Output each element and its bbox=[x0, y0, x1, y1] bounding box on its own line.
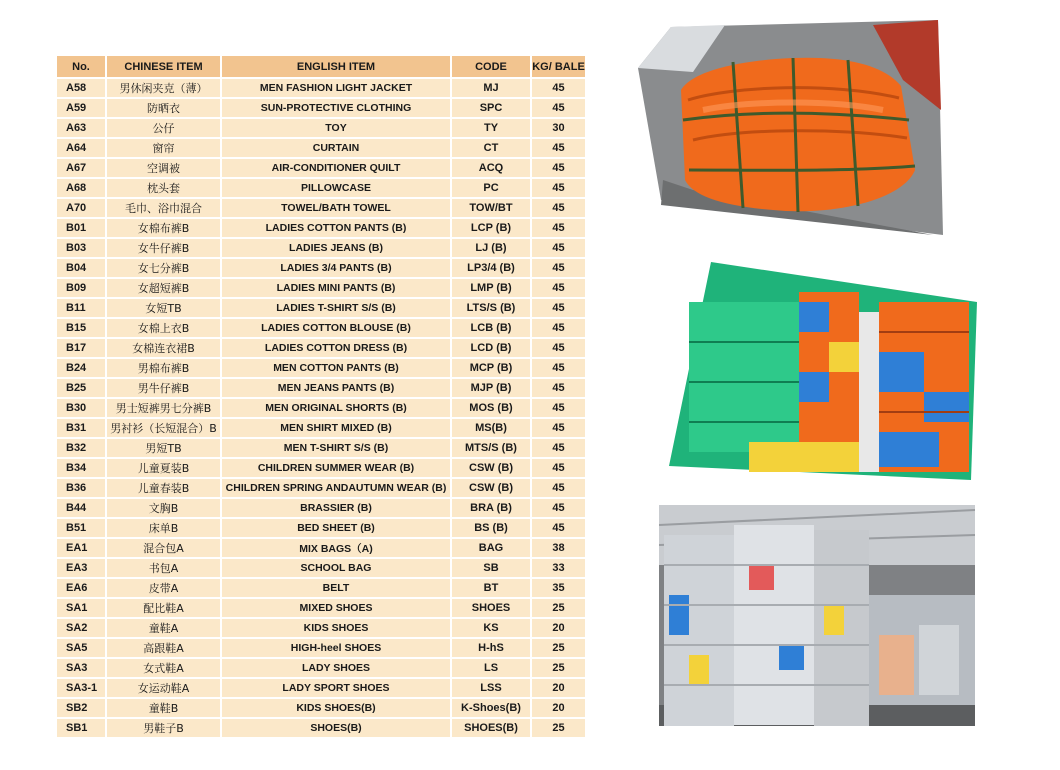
cell-kg-per-bale: 45 bbox=[532, 159, 587, 179]
cell-english-item: CHILDREN SUMMER WEAR (B) bbox=[222, 459, 452, 479]
cell-english-item: TOY bbox=[222, 119, 452, 139]
cell-english-item: LADIES T-SHIRT S/S (B) bbox=[222, 299, 452, 319]
cell-code: CSW (B) bbox=[452, 459, 532, 479]
table-row bbox=[57, 379, 587, 399]
cell-no: B30 bbox=[57, 399, 107, 419]
cell-no: A67 bbox=[57, 159, 107, 179]
cell-english-item: LADIES MINI PANTS (B) bbox=[222, 279, 452, 299]
cell-no: B51 bbox=[57, 519, 107, 539]
cell-kg-per-bale: 33 bbox=[532, 559, 587, 579]
cell-kg-per-bale: 20 bbox=[532, 619, 587, 639]
cell-no: EA6 bbox=[57, 579, 107, 599]
cell-code: CSW (B) bbox=[452, 479, 532, 499]
table-row bbox=[57, 619, 587, 639]
cell-english-item: BRASSIER (B) bbox=[222, 499, 452, 519]
cell-kg-per-bale: 25 bbox=[532, 599, 587, 619]
header-chinese-item: CHINESE ITEM bbox=[107, 56, 222, 79]
cell-code: LCP (B) bbox=[452, 219, 532, 239]
cell-code: H-hS bbox=[452, 639, 532, 659]
cell-no: B11 bbox=[57, 299, 107, 319]
cell-chinese-item: 女短TB bbox=[107, 299, 222, 319]
cell-code: MJ bbox=[452, 79, 532, 99]
cell-code: LP3/4 (B) bbox=[452, 259, 532, 279]
cell-no: SA1 bbox=[57, 599, 107, 619]
cell-english-item: TOWEL/BATH TOWEL bbox=[222, 199, 452, 219]
header-kg-per-bale: KG/ BALE bbox=[532, 56, 587, 79]
cell-english-item: MEN ORIGINAL SHORTS (B) bbox=[222, 399, 452, 419]
table-row bbox=[57, 599, 587, 619]
cell-english-item: MEN SHIRT MIXED (B) bbox=[222, 419, 452, 439]
cell-code: LCB (B) bbox=[452, 319, 532, 339]
cell-code: TY bbox=[452, 119, 532, 139]
table-row bbox=[57, 339, 587, 359]
cell-no: B09 bbox=[57, 279, 107, 299]
cell-code: LS bbox=[452, 659, 532, 679]
cell-code: K-Shoes(B) bbox=[452, 699, 532, 719]
cell-english-item: BELT bbox=[222, 579, 452, 599]
table-row bbox=[57, 519, 587, 539]
cell-no: B36 bbox=[57, 479, 107, 499]
cell-no: EA1 bbox=[57, 539, 107, 559]
cell-kg-per-bale: 20 bbox=[532, 679, 587, 699]
cell-kg-per-bale: 25 bbox=[532, 659, 587, 679]
cell-code: SHOES(B) bbox=[452, 719, 532, 739]
cell-english-item: PILLOWCASE bbox=[222, 179, 452, 199]
header-no: No. bbox=[57, 56, 107, 79]
table-row bbox=[57, 99, 587, 119]
cell-kg-per-bale: 45 bbox=[532, 199, 587, 219]
cell-no: B34 bbox=[57, 459, 107, 479]
table-row bbox=[57, 499, 587, 519]
cell-code: ACQ bbox=[452, 159, 532, 179]
table-row bbox=[57, 259, 587, 279]
cell-kg-per-bale: 45 bbox=[532, 339, 587, 359]
cell-chinese-item: 儿童春装B bbox=[107, 479, 222, 499]
cell-kg-per-bale: 45 bbox=[532, 179, 587, 199]
warehouse-bales-photo bbox=[659, 505, 975, 726]
cell-chinese-item: 窗帘 bbox=[107, 139, 222, 159]
cell-no: B04 bbox=[57, 259, 107, 279]
cell-kg-per-bale: 45 bbox=[532, 319, 587, 339]
cell-chinese-item: 床单B bbox=[107, 519, 222, 539]
table-row bbox=[57, 579, 587, 599]
table-row bbox=[57, 239, 587, 259]
product-catalog-table bbox=[57, 56, 587, 739]
cell-kg-per-bale: 45 bbox=[532, 399, 587, 419]
cell-chinese-item: 男士短裤男七分裤B bbox=[107, 399, 222, 419]
cell-no: B15 bbox=[57, 319, 107, 339]
cell-kg-per-bale: 45 bbox=[532, 439, 587, 459]
cell-chinese-item: 男牛仔裤B bbox=[107, 379, 222, 399]
cell-kg-per-bale: 45 bbox=[532, 259, 587, 279]
cell-kg-per-bale: 20 bbox=[532, 699, 587, 719]
cell-english-item: AIR-CONDITIONER QUILT bbox=[222, 159, 452, 179]
cell-chinese-item: 男棉布裤B bbox=[107, 359, 222, 379]
cell-no: A63 bbox=[57, 119, 107, 139]
cell-chinese-item: 童鞋A bbox=[107, 619, 222, 639]
cell-english-item: MIXED SHOES bbox=[222, 599, 452, 619]
cell-code: LTS/S (B) bbox=[452, 299, 532, 319]
cell-english-item: HIGH-heel SHOES bbox=[222, 639, 452, 659]
cell-english-item: LADIES COTTON PANTS (B) bbox=[222, 219, 452, 239]
table-header-row bbox=[57, 56, 587, 79]
cell-english-item: LADIES COTTON BLOUSE (B) bbox=[222, 319, 452, 339]
cell-chinese-item: 女牛仔裤B bbox=[107, 239, 222, 259]
cell-chinese-item: 公仔 bbox=[107, 119, 222, 139]
cell-no: B01 bbox=[57, 219, 107, 239]
table-row bbox=[57, 699, 587, 719]
cell-no: A58 bbox=[57, 79, 107, 99]
table-row bbox=[57, 459, 587, 479]
cell-code: SPC bbox=[452, 99, 532, 119]
header-code: CODE bbox=[452, 56, 532, 79]
cell-code: LCD (B) bbox=[452, 339, 532, 359]
table-row bbox=[57, 439, 587, 459]
cell-no: B24 bbox=[57, 359, 107, 379]
cell-kg-per-bale: 25 bbox=[532, 639, 587, 659]
cell-english-item: LADIES COTTON DRESS (B) bbox=[222, 339, 452, 359]
cell-english-item: KIDS SHOES bbox=[222, 619, 452, 639]
table-row bbox=[57, 539, 587, 559]
cell-english-item: SUN-PROTECTIVE CLOTHING bbox=[222, 99, 452, 119]
cell-code: TOW/BT bbox=[452, 199, 532, 219]
cell-english-item: MEN FASHION LIGHT JACKET bbox=[222, 79, 452, 99]
table-row bbox=[57, 719, 587, 739]
cell-no: EA3 bbox=[57, 559, 107, 579]
table-row bbox=[57, 279, 587, 299]
cell-code: MS(B) bbox=[452, 419, 532, 439]
cell-chinese-item: 女超短裤B bbox=[107, 279, 222, 299]
cell-english-item: MEN JEANS PANTS (B) bbox=[222, 379, 452, 399]
cell-code: SB bbox=[452, 559, 532, 579]
cell-no: SA2 bbox=[57, 619, 107, 639]
cell-english-item: BED SHEET (B) bbox=[222, 519, 452, 539]
cell-chinese-item: 枕头套 bbox=[107, 179, 222, 199]
cell-english-item: MIX BAGS（A) bbox=[222, 539, 452, 559]
cell-code: BRA (B) bbox=[452, 499, 532, 519]
table-row bbox=[57, 679, 587, 699]
cell-code: LSS bbox=[452, 679, 532, 699]
cell-kg-per-bale: 45 bbox=[532, 519, 587, 539]
table-row bbox=[57, 359, 587, 379]
cell-code: SHOES bbox=[452, 599, 532, 619]
cell-chinese-item: 毛巾、浴巾混合 bbox=[107, 199, 222, 219]
cell-english-item: SCHOOL BAG bbox=[222, 559, 452, 579]
cell-kg-per-bale: 45 bbox=[532, 239, 587, 259]
cell-code: MTS/S (B) bbox=[452, 439, 532, 459]
cell-chinese-item: 文胸B bbox=[107, 499, 222, 519]
cell-no: SB1 bbox=[57, 719, 107, 739]
cell-english-item: LADIES 3/4 PANTS (B) bbox=[222, 259, 452, 279]
table-row bbox=[57, 479, 587, 499]
cell-code: PC bbox=[452, 179, 532, 199]
cell-english-item: MEN COTTON PANTS (B) bbox=[222, 359, 452, 379]
cell-english-item: CURTAIN bbox=[222, 139, 452, 159]
table-row bbox=[57, 419, 587, 439]
cell-kg-per-bale: 38 bbox=[532, 539, 587, 559]
cell-kg-per-bale: 25 bbox=[532, 719, 587, 739]
cell-no: B32 bbox=[57, 439, 107, 459]
table-row bbox=[57, 119, 587, 139]
cell-no: B31 bbox=[57, 419, 107, 439]
cell-kg-per-bale: 45 bbox=[532, 299, 587, 319]
cell-no: SA3-1 bbox=[57, 679, 107, 699]
cell-kg-per-bale: 45 bbox=[532, 79, 587, 99]
cell-code: LMP (B) bbox=[452, 279, 532, 299]
cell-code: BS (B) bbox=[452, 519, 532, 539]
cell-chinese-item: 男鞋子B bbox=[107, 719, 222, 739]
table-row bbox=[57, 319, 587, 339]
cell-no: B17 bbox=[57, 339, 107, 359]
cell-no: SB2 bbox=[57, 699, 107, 719]
table-row bbox=[57, 199, 587, 219]
cell-english-item: MEN T-SHIRT S/S (B) bbox=[222, 439, 452, 459]
cell-kg-per-bale: 45 bbox=[532, 499, 587, 519]
table-row bbox=[57, 299, 587, 319]
cell-kg-per-bale: 45 bbox=[532, 219, 587, 239]
cell-no: B03 bbox=[57, 239, 107, 259]
cell-chinese-item: 女运动鞋A bbox=[107, 679, 222, 699]
cell-kg-per-bale: 45 bbox=[532, 379, 587, 399]
cell-no: A59 bbox=[57, 99, 107, 119]
table-row bbox=[57, 399, 587, 419]
cell-chinese-item: 男休闲夹克（薄） bbox=[107, 79, 222, 99]
cell-chinese-item: 女棉上衣B bbox=[107, 319, 222, 339]
cell-code: MCP (B) bbox=[452, 359, 532, 379]
cell-chinese-item: 童鞋B bbox=[107, 699, 222, 719]
cell-code: MOS (B) bbox=[452, 399, 532, 419]
cell-kg-per-bale: 45 bbox=[532, 139, 587, 159]
cell-kg-per-bale: 45 bbox=[532, 419, 587, 439]
table-row bbox=[57, 639, 587, 659]
cell-no: SA3 bbox=[57, 659, 107, 679]
cell-chinese-item: 空调被 bbox=[107, 159, 222, 179]
cell-english-item: LADY SPORT SHOES bbox=[222, 679, 452, 699]
cell-no: B44 bbox=[57, 499, 107, 519]
table-row bbox=[57, 559, 587, 579]
cell-chinese-item: 高跟鞋A bbox=[107, 639, 222, 659]
table-row bbox=[57, 219, 587, 239]
cell-kg-per-bale: 30 bbox=[532, 119, 587, 139]
cell-no: A70 bbox=[57, 199, 107, 219]
cell-chinese-item: 女棉布裤B bbox=[107, 219, 222, 239]
cell-code: BT bbox=[452, 579, 532, 599]
header-english-item: ENGLISH ITEM bbox=[222, 56, 452, 79]
cell-chinese-item: 防晒衣 bbox=[107, 99, 222, 119]
cell-chinese-item: 皮带A bbox=[107, 579, 222, 599]
cell-kg-per-bale: 45 bbox=[532, 459, 587, 479]
cell-no: A64 bbox=[57, 139, 107, 159]
cell-no: B25 bbox=[57, 379, 107, 399]
cell-english-item: LADY SHOES bbox=[222, 659, 452, 679]
cell-chinese-item: 儿童夏装B bbox=[107, 459, 222, 479]
cell-chinese-item: 男短TB bbox=[107, 439, 222, 459]
cell-no: A68 bbox=[57, 179, 107, 199]
cell-english-item: KIDS SHOES(B) bbox=[222, 699, 452, 719]
table-row bbox=[57, 139, 587, 159]
colorful-bales-photo bbox=[669, 262, 979, 480]
table-row bbox=[57, 659, 587, 679]
cell-chinese-item: 女棉连衣裙B bbox=[107, 339, 222, 359]
cell-chinese-item: 书包A bbox=[107, 559, 222, 579]
cell-code: KS bbox=[452, 619, 532, 639]
cell-chinese-item: 女七分裤B bbox=[107, 259, 222, 279]
cell-chinese-item: 男衬衫（长短混合）B bbox=[107, 419, 222, 439]
cell-code: CT bbox=[452, 139, 532, 159]
cell-kg-per-bale: 45 bbox=[532, 99, 587, 119]
cell-chinese-item: 女式鞋A bbox=[107, 659, 222, 679]
cell-code: BAG bbox=[452, 539, 532, 559]
cell-kg-per-bale: 45 bbox=[532, 359, 587, 379]
cell-english-item: CHILDREN SPRING ANDAUTUMN WEAR (B) bbox=[222, 479, 452, 499]
table-row bbox=[57, 179, 587, 199]
cell-english-item: SHOES(B) bbox=[222, 719, 452, 739]
cell-chinese-item: 混合包A bbox=[107, 539, 222, 559]
cell-kg-per-bale: 35 bbox=[532, 579, 587, 599]
table-row bbox=[57, 159, 587, 179]
cell-no: SA5 bbox=[57, 639, 107, 659]
cell-chinese-item: 配比鞋A bbox=[107, 599, 222, 619]
table-row bbox=[57, 79, 587, 99]
cell-code: LJ (B) bbox=[452, 239, 532, 259]
cell-code: MJP (B) bbox=[452, 379, 532, 399]
cell-kg-per-bale: 45 bbox=[532, 479, 587, 499]
cell-english-item: LADIES JEANS (B) bbox=[222, 239, 452, 259]
cell-kg-per-bale: 45 bbox=[532, 279, 587, 299]
orange-bale-photo bbox=[633, 20, 943, 235]
